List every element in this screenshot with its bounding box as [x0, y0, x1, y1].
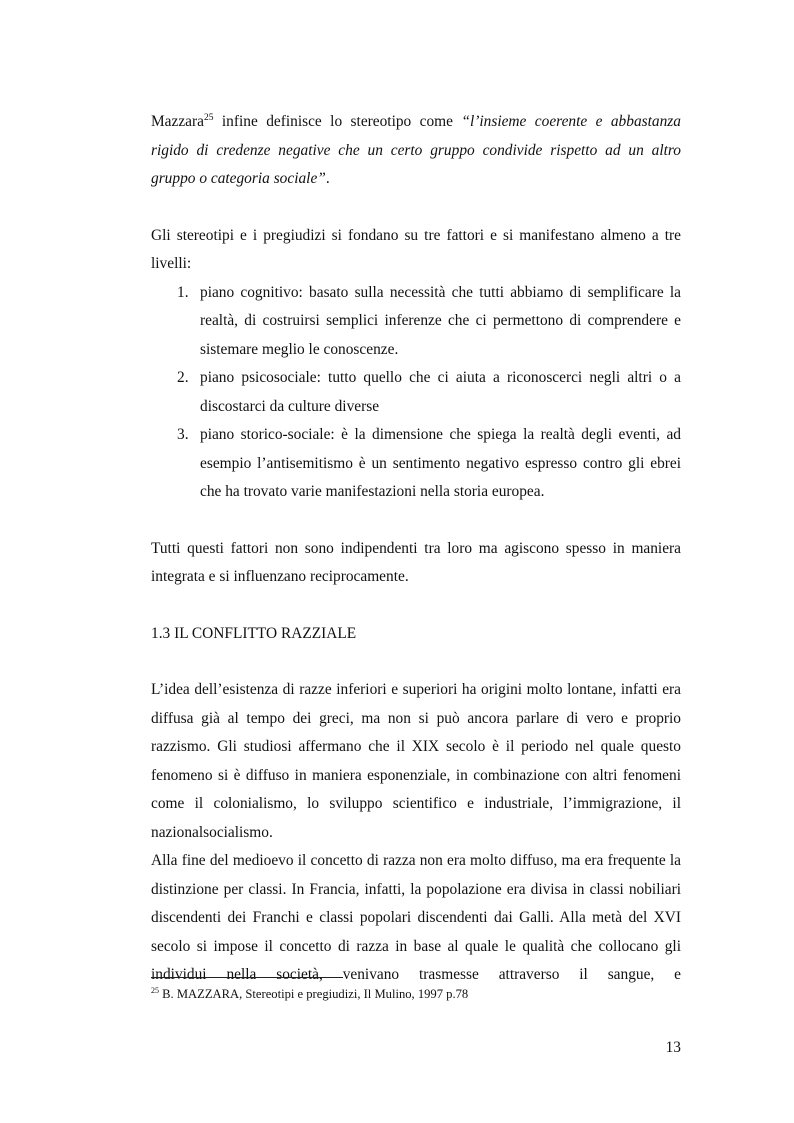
page-body [151, 108, 681, 990]
footnote-reference[interactable]: 25 [203, 113, 214, 123]
author-name: Mazzara [151, 113, 204, 130]
footnote-divider [151, 977, 343, 978]
levels-list [151, 279, 681, 507]
footnote: $^{25}$ B. MAZZARA, Stereotipi e pregiudizi, Il Mulino, 1997 p.78 [151, 986, 469, 1001]
list-item: 3. piano storico-sociale: è la dimensione che spiega la realtà degli eventi, ad esempio l’antisemitismo è un sentimento negativo espresso contro gli ebrei che ha trovato varie manifestazioni nella storia europea. [177, 426, 681, 500]
page-number: 13 [665, 1039, 681, 1056]
definition-quote: “l’insieme coerente e abbastanza rigido di credenze negative che un certo gruppo condivide rispetto ad un altro gruppo o categoria sociale” [151, 113, 681, 187]
list-item: 1. piano cognitivo: basato sulla necessità che tutti abbiamo di semplificare la realtà, di costruirsi semplici inferenze che ci permettono di comprendere e sistemare meglio le conoscenze. [177, 283, 681, 358]
list-item: 2. piano psicosociale: tutto quello che ci aiuta a riconoscerci negli altri o a discostarci da culture diverse [177, 369, 681, 415]
paragraph-stereotype-definition: Mazzara$^{25}$ infine definisce lo stereotipo come “l’insieme coerente e abbastanza rigido di credenze negative che un certo gruppo condivide rispetto ad un altro gruppo o categoria sociale”. [151, 113, 681, 187]
paragraph-racial-origins: L’idea dell’esistenza di razze inferiori e superiori ha origini molto lontane, infatti era diffusa già al tempo dei greci, ma non si può ancora parlare di vero e proprio razzismo. Gli studiosi affermano che il XIX secolo è il periodo nel quale questo fenomeno si è diffuso in maniera esponenziale, in combinazione con altri fenomeni come il colonialismo, lo sviluppo scientifico e industriale, l’immigrazione, il nazionalsocialismo. [151, 681, 681, 841]
paragraph-levels-intro: Gli stereotipi e i pregiudizi si fondano su tre fattori e si manifestano almeno a tre livelli: [151, 226, 681, 272]
paragraph-factors: Tutti questi fattori non sono indipendenti tra loro ma agiscono spesso in maniera integrata e si influenzano reciprocamente. [151, 539, 681, 585]
section-heading: 1.3 IL CONFLITTO RAZZIALE [151, 624, 357, 642]
paragraph-middle-ages: Alla fine del medioevo il concetto di razza non era molto diffuso, ma era frequente la distinzione per classi. In Francia, infatti, la popolazione era divisa in classi nobiliari discendenti dei Franchi e classi popolari discendenti dai Galli. Alla metà del XVI secolo si impose il concetto di razza in base al quale le qualità che collocano gli individui nella società, venivano trasmesse attraverso il sangue, e [151, 852, 681, 983]
